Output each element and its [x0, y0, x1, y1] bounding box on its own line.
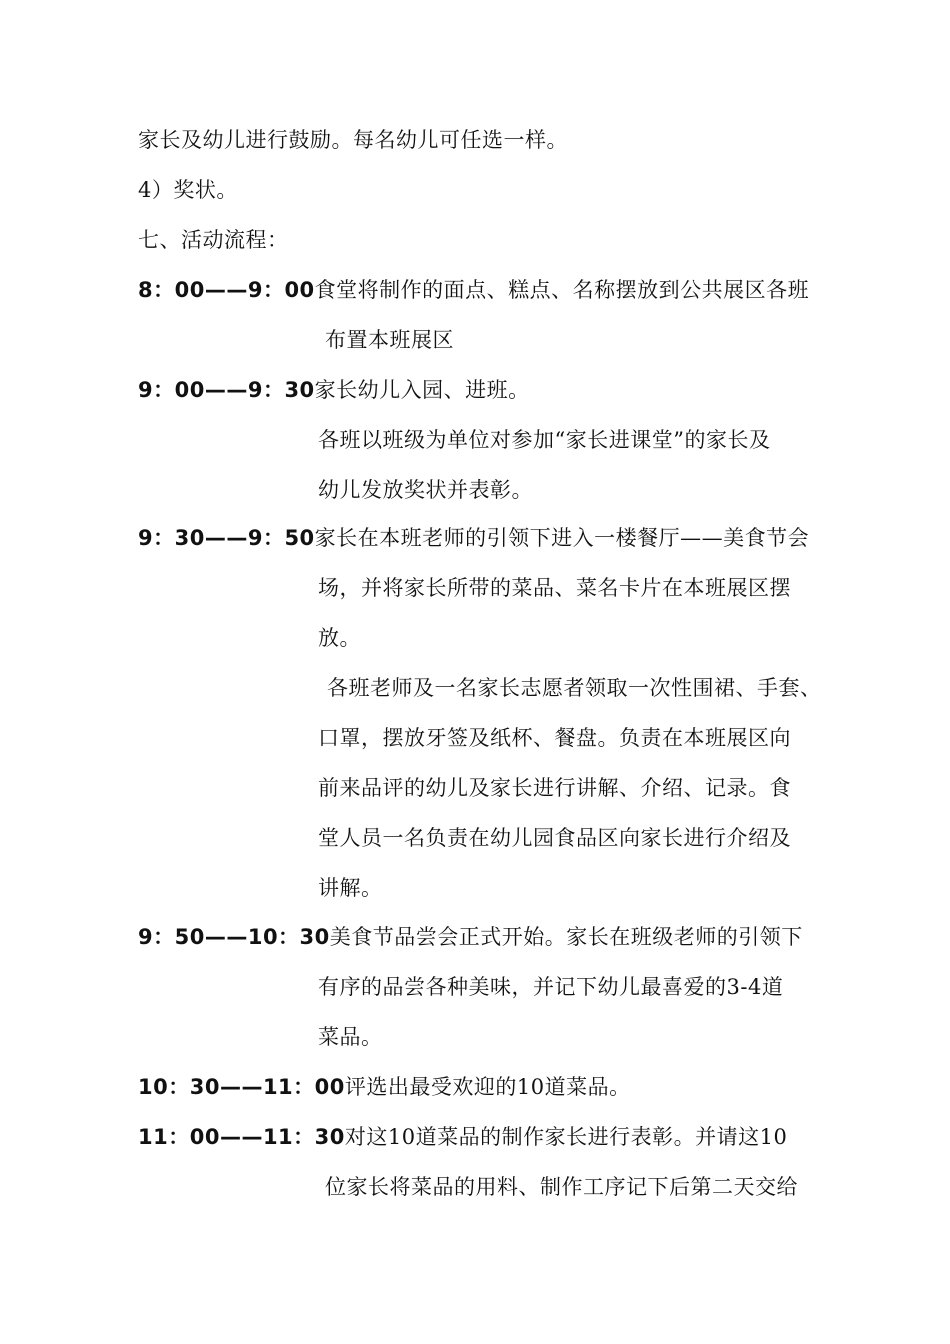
- text-line: [318, 1023, 383, 1051]
- line-text: 口罩，摆放牙签及纸杯、餐盘。负责在本班展区向: [318, 726, 791, 750]
- schedule-item: [138, 524, 809, 552]
- schedule-time: 10：30——11：00: [138, 1075, 345, 1099]
- schedule-time: 9：50——10：30: [138, 925, 330, 949]
- line-text: 前来品评的幼儿及家长进行讲解、介绍、记录。食: [318, 776, 791, 800]
- text-line: [318, 624, 361, 652]
- schedule-text: 家长在本班老师的引领下进入一楼餐厅——美食节会: [314, 526, 810, 550]
- schedule-text: 食堂将制作的面点、糕点、名称摆放到公共展区各班: [314, 278, 810, 302]
- schedule-time: 9：00——9：30: [138, 378, 315, 402]
- text-line: [325, 1173, 798, 1201]
- line-text: 七、活动流程：: [138, 228, 289, 252]
- schedule-time: 8：00——9：00: [138, 278, 315, 302]
- text-line: [138, 176, 238, 204]
- text-line: [318, 574, 791, 602]
- text-line: [318, 973, 783, 1001]
- schedule-text: 评选出最受欢迎的10道菜品。: [344, 1075, 631, 1099]
- text-line: [138, 126, 568, 154]
- line-text: 有序的品尝各种美味，并记下幼儿最喜爱的3-4道: [318, 975, 784, 999]
- line-text: 场，并将家长所带的菜品、菜名卡片在本班展区摆: [318, 576, 791, 600]
- line-text: 4）奖状。: [138, 178, 238, 202]
- schedule-time: 11：00——11：30: [138, 1125, 345, 1149]
- schedule-item: [138, 276, 809, 304]
- line-text: 各班老师及一名家长志愿者领取一次性围裙、手套、: [327, 676, 822, 700]
- line-text: 幼儿发放奖状并表彰。: [318, 478, 533, 502]
- line-text: 堂人员一名负责在幼儿园食品区向家长进行介绍及: [318, 826, 791, 850]
- text-line: [318, 426, 770, 454]
- line-text: 讲解。: [318, 876, 383, 900]
- text-line: [318, 774, 791, 802]
- text-line: [318, 476, 533, 504]
- schedule-text: 家长幼儿入园、进班。: [314, 378, 530, 402]
- line-text: 菜品。: [318, 1025, 383, 1049]
- schedule-item: [138, 376, 530, 404]
- text-line: [318, 724, 791, 752]
- line-text: 各班以班级为单位对参加“家长进课堂”的家长及: [318, 428, 771, 452]
- text-line: [327, 674, 822, 702]
- line-text: 位家长将菜品的用料、制作工序记下后第二天交给: [325, 1175, 798, 1199]
- schedule-text: 对这10道菜品的制作家长进行表彰。并请这10: [344, 1125, 788, 1149]
- schedule-item: [138, 1073, 631, 1101]
- text-line: [318, 874, 383, 902]
- line-text: 布置本班展区: [325, 328, 454, 352]
- line-text: 家长及幼儿进行鼓励。每名幼儿可任选一样。: [138, 128, 568, 152]
- schedule-item: [138, 1123, 787, 1151]
- text-line: [318, 824, 791, 852]
- schedule-time: 9：30——9：50: [138, 526, 315, 550]
- text-line: [325, 326, 454, 354]
- schedule-item: [138, 923, 803, 951]
- section-heading: [138, 226, 289, 254]
- schedule-text: 美食节品尝会正式开始。家长在班级老师的引领下: [329, 925, 803, 949]
- line-text: 放。: [318, 626, 361, 650]
